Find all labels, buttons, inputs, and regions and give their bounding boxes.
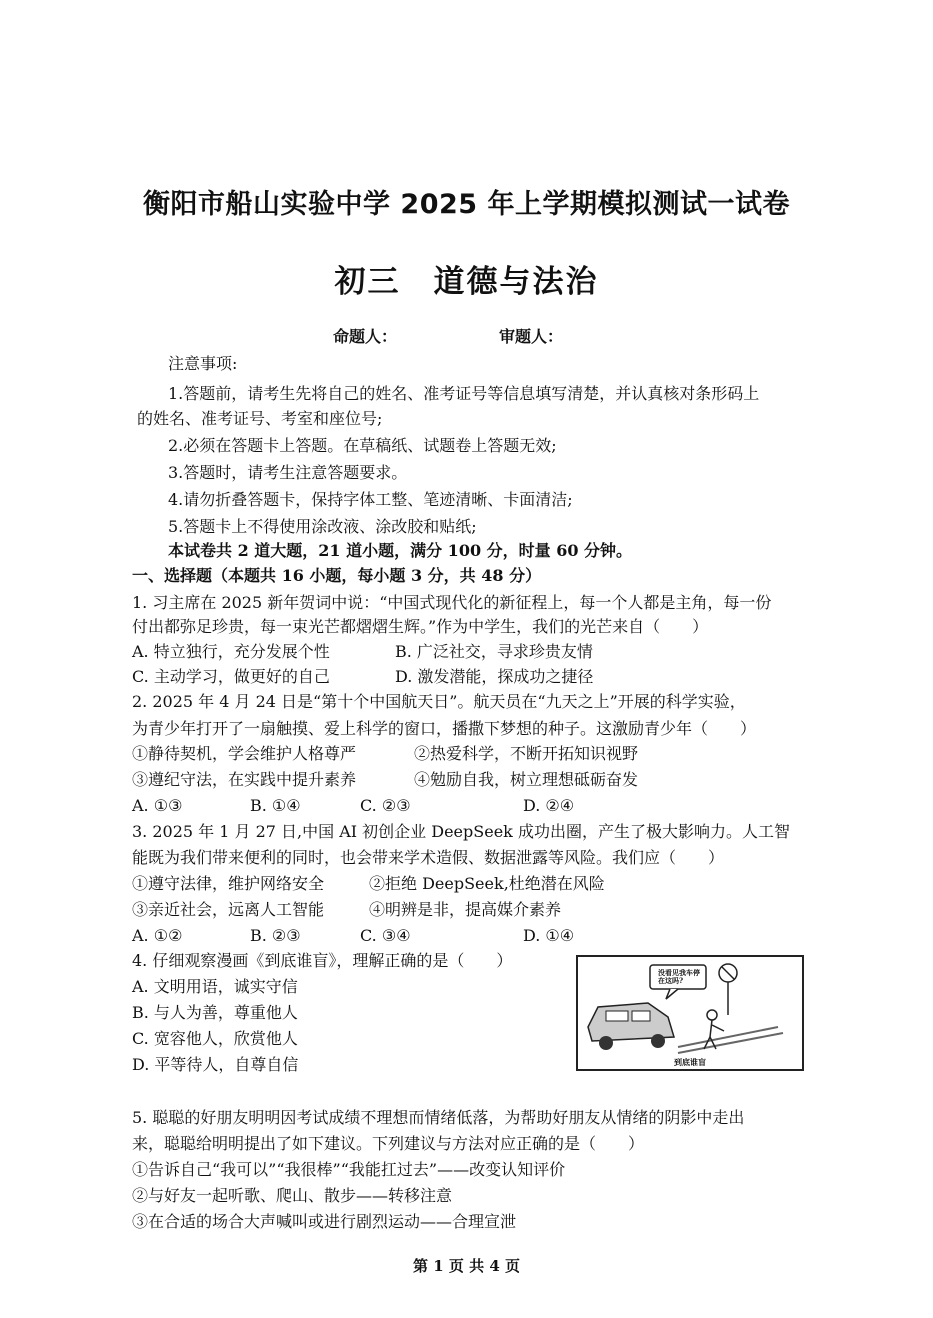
reviewer-label: 审题人： bbox=[499, 327, 564, 346]
notice-item: 3.答题时，请考生注意答题要求。 bbox=[168, 463, 408, 482]
q5-stem-line: 来，聪聪给明明提出了如下建议。下列建议与方法对应正确的是（ ） bbox=[132, 1134, 645, 1153]
q2-option-c: C. ②③ bbox=[360, 796, 411, 815]
q3-statement-4: ④明辨是非，提高媒介素养 bbox=[369, 900, 562, 919]
q3-option-c: C. ③④ bbox=[360, 926, 411, 945]
section-heading: 一、选择题（本题共 16 小题，每小题 3 分，共 48 分） bbox=[132, 566, 542, 585]
q4-stem: 4. 仔细观察漫画《到底谁盲》，理解正确的是（ ） bbox=[132, 951, 513, 970]
q2-statement-2: ②热爱科学，不断开拓知识视野 bbox=[414, 744, 639, 763]
q5-statement-1: ①告诉自己“我可以”“我很棒”“我能扛过去”——改变认知评价 bbox=[132, 1160, 566, 1179]
q2-statement-3: ③遵纪守法，在实践中提升素养 bbox=[132, 770, 357, 789]
setter-label: 命题人： bbox=[333, 327, 398, 346]
notice-item: 5.答题卡上不得使用涂改液、涂改胶和贴纸; bbox=[168, 517, 477, 536]
notice-item: 的姓名、准考证号、考室和座位号; bbox=[137, 409, 383, 428]
q1-option-b: B. 广泛社交，寻求珍贵友情 bbox=[395, 642, 593, 661]
q1-stem-line: 1. 习主席在 2025 新年贺词中说：“中国式现代化的新征程上，每一个人都是主角，每一份 bbox=[132, 593, 772, 612]
q2-statement-4: ④勉励自我，树立理想砥砺奋发 bbox=[414, 770, 639, 789]
q3-option-a: A. ①② bbox=[132, 926, 183, 945]
q3-stem-line: 能既为我们带来便利的同时，也会带来学术造假、数据泄露等风险。我们应（ ） bbox=[132, 848, 725, 867]
q4-option-d: D. 平等待人，自尊自信 bbox=[132, 1055, 299, 1074]
q4-option-b: B. 与人为善，尊重他人 bbox=[132, 1003, 298, 1022]
q5-statement-3: ③在合适的场合大声喊叫或进行剧烈运动——合理宣泄 bbox=[132, 1212, 517, 1231]
q4-option-c: C. 宽容他人，欣赏他人 bbox=[132, 1029, 298, 1048]
q3-statement-2: ②拒绝 DeepSeek,杜绝潜在风险 bbox=[369, 874, 605, 893]
q5-statement-2: ②与好友一起听歌、爬山、散步——转移注意 bbox=[132, 1186, 453, 1205]
q5-stem-line: 5. 聪聪的好朋友明明因考试成绩不理想而情绪低落，为帮助好朋友从情绪的阴影中走出 bbox=[132, 1108, 745, 1127]
q3-option-d: D. ①④ bbox=[523, 926, 575, 945]
comic-bubble-text: 没看见我车停在这吗? bbox=[658, 968, 700, 985]
q1-option-c: C. 主动学习，做更好的自己 bbox=[132, 667, 330, 686]
comic-caption: 到底谁盲 bbox=[674, 1057, 706, 1067]
q2-stem-line: 2. 2025 年 4 月 24 日是“第十个中国航天日”。航天员在“九天之上”开展的科学实验， bbox=[132, 692, 746, 711]
exam-summary: 本试卷共 2 道大题，21 道小题，满分 100 分，时量 60 分钟。 bbox=[168, 541, 633, 560]
q2-option-d: D. ②④ bbox=[523, 796, 575, 815]
q4-option-a: A. 文明用语，诚实守信 bbox=[132, 977, 298, 996]
page-footer: 第 1 页 共 4 页 bbox=[413, 1257, 520, 1275]
q1-stem-line: 付出都弥足珍贵，每一束光芒都熠熠生辉。”作为中学生，我们的光芒来自（ ） bbox=[132, 617, 709, 636]
notice-item: 1.答题前，请考生先将自己的姓名、准考证号等信息填写清楚，并认真核对条形码上 bbox=[168, 384, 760, 403]
q3-option-b: B. ②③ bbox=[250, 926, 301, 945]
notice-item: 2.必须在答题卡上答题。在草稿纸、试题卷上答题无效; bbox=[168, 436, 557, 455]
notice-heading: 注意事项: bbox=[168, 354, 238, 373]
q3-statement-3: ③亲近社会，远离人工智能 bbox=[132, 900, 325, 919]
exam-title: 衡阳市船山实验中学 2025 年上学期模拟测试一试卷 bbox=[143, 189, 790, 220]
q3-stem-line: 3. 2025 年 1 月 27 日,中国 AI 初创企业 DeepSeek 成功出圈，产生了极大影响力。人工智 bbox=[132, 822, 790, 841]
q2-statement-1: ①静待契机，学会维护人格尊严 bbox=[132, 744, 357, 763]
q2-option-b: B. ①④ bbox=[250, 796, 301, 815]
q2-option-a: A. ①③ bbox=[132, 796, 183, 815]
q3-statement-1: ①遵守法律，维护网络安全 bbox=[132, 874, 325, 893]
q2-stem-line: 为青少年打开了一扇触摸、爱上科学的窗口，播撒下梦想的种子。这激励青少年（ ） bbox=[132, 719, 757, 738]
q1-option-a: A. 特立独行，充分发展个性 bbox=[132, 642, 330, 661]
comic-illustration bbox=[576, 955, 804, 1071]
exam-subject: 初三 道德与法治 bbox=[334, 264, 599, 300]
notice-item: 4.请勿折叠答题卡，保持字体工整、笔迹清晰、卡面清洁; bbox=[168, 490, 573, 509]
q1-option-d: D. 激发潜能，探成功之捷径 bbox=[395, 667, 594, 686]
